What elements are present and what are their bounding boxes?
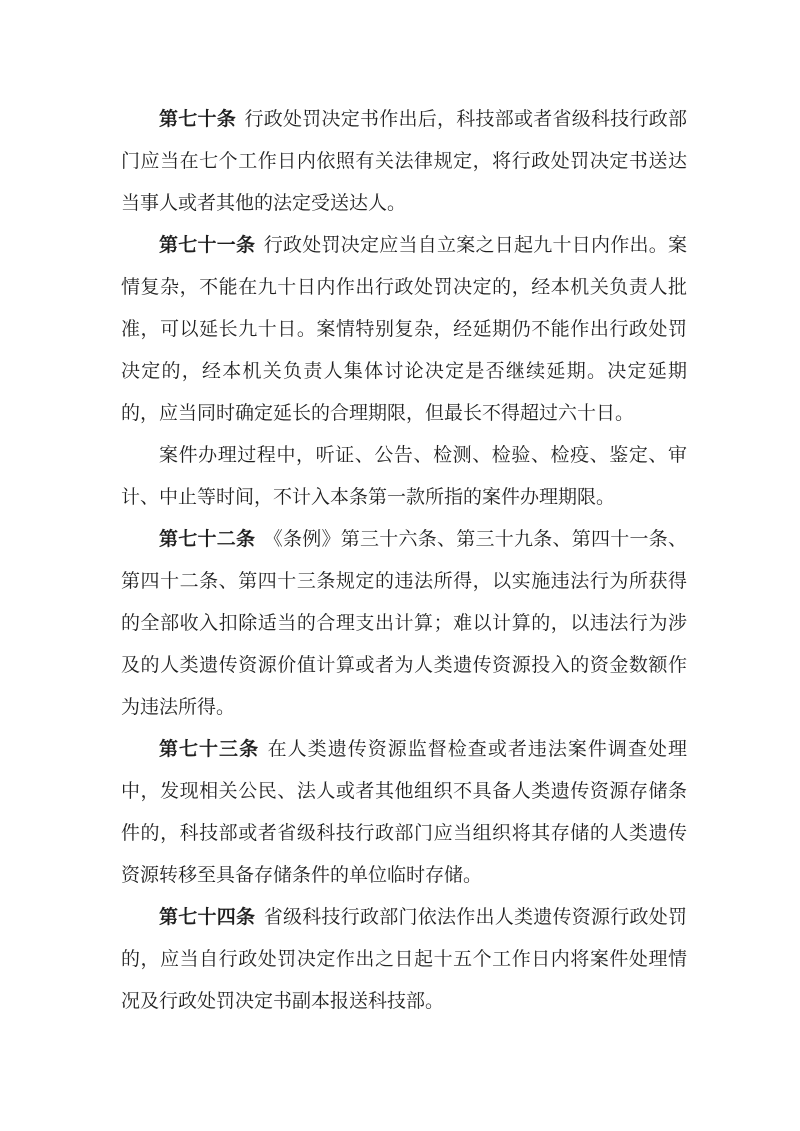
article-number: 第七十四条	[159, 907, 256, 928]
article-paragraph-74	[121, 897, 687, 1023]
article-text: 在人类遗传资源监督检查或者违法案件调查处理中，发现相关公民、法人或者其他组织不具备人类遗传资源存储条件的，科技部或者省级科技行政部门应当组织将其存储的人类遗传资源转移至具备存储条件的单位临时存储。	[121, 739, 687, 886]
article-number: 第七十二条	[159, 529, 256, 550]
article-text: 《条例》第三十六条、第三十九条、第四十一条、第四十二条、第四十三条规定的违法所得，以实施违法行为所获得的全部收入扣除适当的合理支出计算；难以计算的，以违法行为涉及的人类遗传资源价值计算或者为人类遗传资源投入的资金数额作为违法所得。	[121, 529, 687, 718]
article-paragraph-71	[121, 225, 687, 435]
article-paragraph-71-clause-2	[121, 435, 687, 519]
article-number: 第七十三条	[159, 739, 260, 760]
article-text: 省级科技行政部门依法作出人类遗传资源行政处罚的，应当自行政处罚决定作出之日起十五个工作日内将案件处理情况及行政处罚决定书副本报送科技部。	[121, 907, 687, 1012]
article-text: 行政处罚决定书作出后，科技部或者省级科技行政部门应当在七个工作日内依照有关法律规定，将行政处罚决定书送达当事人或者其他的法定受送达人。	[121, 109, 687, 214]
article-text: 行政处罚决定应当自立案之日起九十日内作出。案情复杂，不能在九十日内作出行政处罚决定的，经本机关负责人批准，可以延长九十日。案情特别复杂，经延期仍不能作出行政处罚决定的，经本机关负责人集体讨论决定是否继续延期。决定延期的，应当同时确定延长的合理期限，但最长不得超过六十日。	[121, 235, 687, 424]
article-number: 第七十一条	[159, 235, 256, 256]
article-paragraph-73	[121, 729, 687, 897]
article-paragraph-70	[121, 99, 687, 225]
article-paragraph-72	[121, 519, 687, 729]
article-number: 第七十条	[159, 109, 236, 130]
article-text: 案件办理过程中，听证、公告、检测、检验、检疫、鉴定、审计、中止等时间，不计入本条第一款所指的案件办理期限。	[121, 445, 687, 508]
